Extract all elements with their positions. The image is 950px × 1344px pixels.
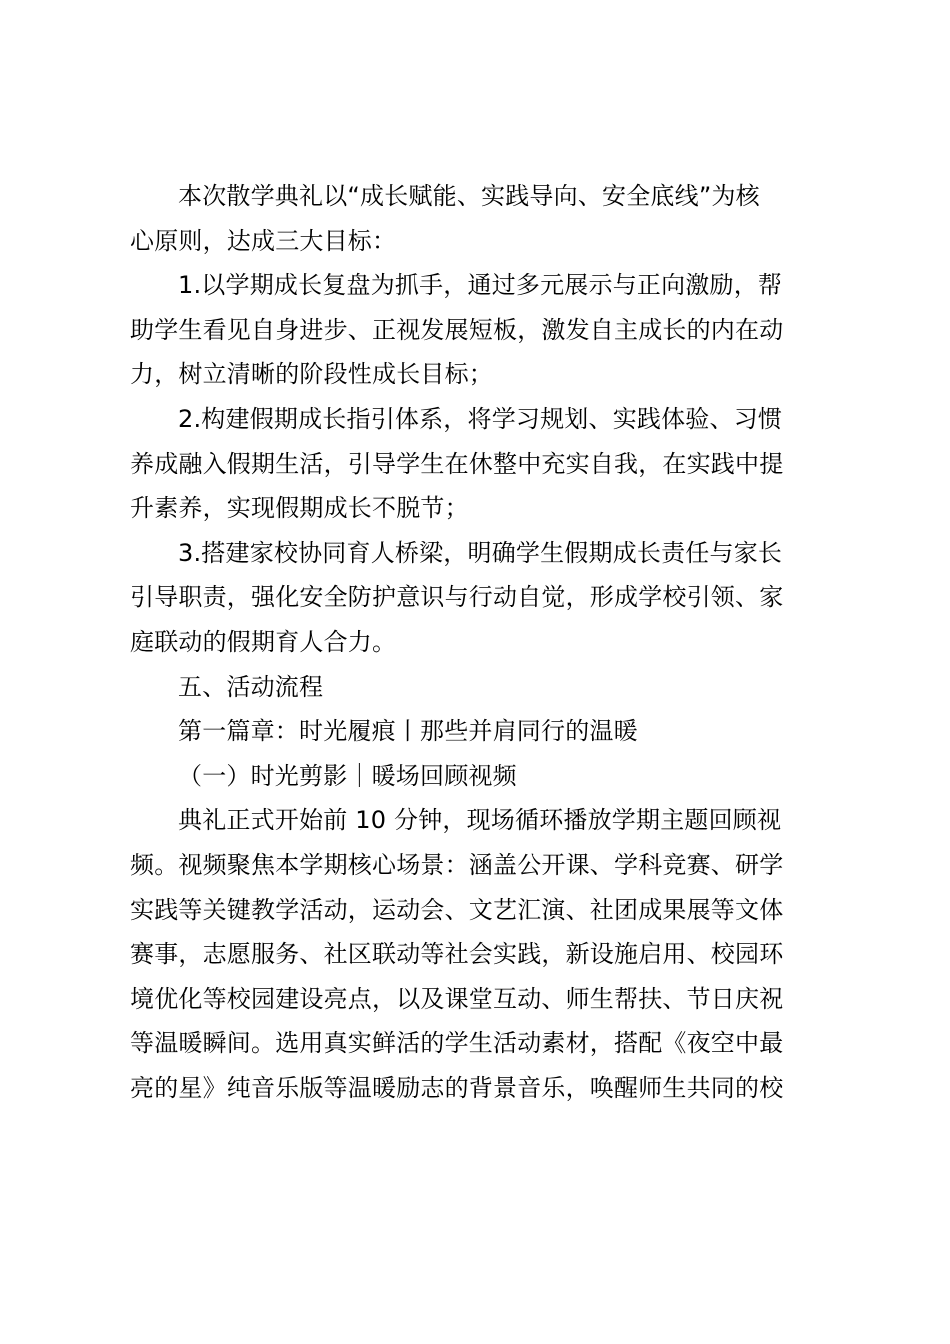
paragraph-line: 典礼正式开始前 10 分钟，现场循环播放学期主题回顾视 bbox=[178, 806, 782, 835]
paragraph-line: 心原则，达成三大目标： bbox=[130, 226, 397, 255]
list-item-line: 庭联动的假期育人合力。 bbox=[130, 627, 397, 656]
document-body bbox=[130, 174, 835, 1110]
list-item-line: 3.搭建家校协同育人桥梁，明确学生假期成长责任与家长 bbox=[178, 538, 783, 567]
paragraph-line: 亮的星》纯音乐版等温暖励志的背景音乐，唤醒师生共同的校 bbox=[130, 1073, 784, 1102]
paragraph-line: 赛事，志愿服务、社区联动等社会实践，新设施启用、校园环 bbox=[130, 940, 784, 969]
paragraph-line: 等温暖瞬间。选用真实鲜活的学生活动素材，搭配《夜空中最 bbox=[130, 1029, 784, 1058]
paragraph-line: 频。视频聚焦本学期核心场景：涵盖公开课、学科竞赛、研学 bbox=[130, 850, 784, 879]
list-item-line: 养成融入假期生活，引导学生在休整中充实自我，在实践中提 bbox=[130, 449, 784, 478]
subsection-heading: （一）时光剪影｜暖场回顾视频 bbox=[178, 761, 517, 790]
paragraph-line: 实践等关键教学活动，运动会、文艺汇演、社团成果展等文体 bbox=[130, 895, 784, 924]
section-heading: 五、活动流程 bbox=[178, 672, 324, 701]
list-item-line: 引导职责，强化安全防护意识与行动自觉，形成学校引领、家 bbox=[130, 583, 784, 612]
list-item-line: 1.以学期成长复盘为抓手，通过多元展示与正向激励，帮 bbox=[178, 271, 783, 300]
list-item-line: 升素养，实现假期成长不脱节； bbox=[130, 494, 469, 523]
paragraph-line: 本次散学典礼以“成长赋能、实践导向、安全底线”为核 bbox=[178, 182, 760, 210]
list-item-line: 2.构建假期成长指引体系，将学习规划、实践体验、习惯 bbox=[178, 404, 783, 433]
list-item-line: 助学生看见自身进步、正视发展短板，激发自主成长的内在动 bbox=[130, 315, 784, 344]
chapter-heading: 第一篇章：时光履痕丨那些并肩同行的温暖 bbox=[178, 717, 638, 746]
list-item-line: 力，树立清晰的阶段性成长目标； bbox=[130, 360, 493, 389]
paragraph-line: 境优化等校园建设亮点，以及课堂互动、师生帮扶、节日庆祝 bbox=[130, 984, 784, 1013]
